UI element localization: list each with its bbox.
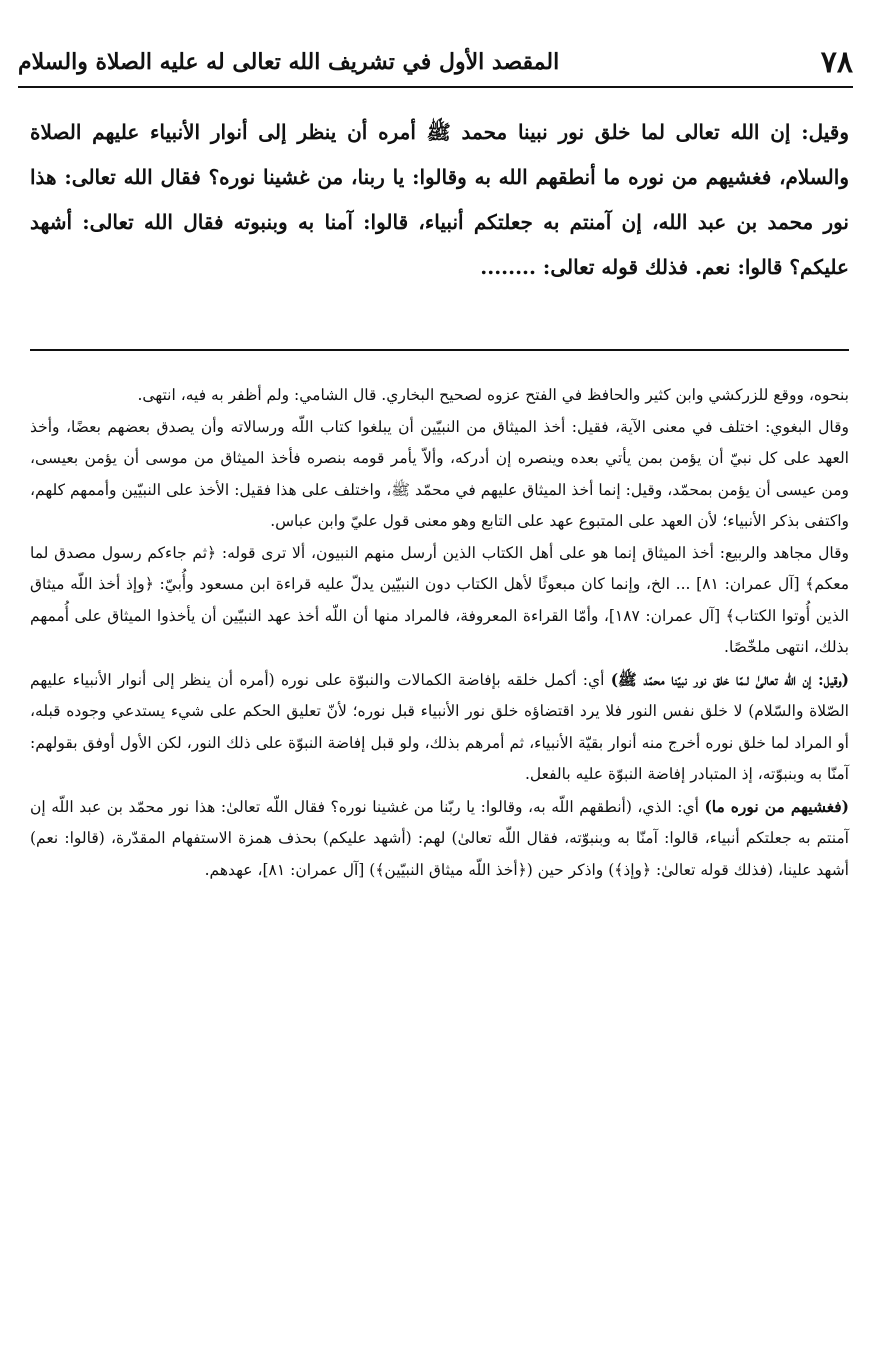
commentary-paragraph-4 — [30, 664, 849, 791]
commentary-paragraph-3 — [30, 538, 849, 664]
commentary-text: وقال البغوي: اختلف في معنى الآية، فقيل: أخذ الميثاق من النبيّين أن يبلغوا كتاب اللّه ورسالاته وأن يصدق بعضهم بعضًا، وأخذ العهد على كل نبيّ أن يؤمن بمن يأتي بعده وينصره إن أدركه، وألاّ يأمر قومه بنصره فأخذ الميثاق من موسى أن يؤمن بعيسى، ومن عيسى أن يؤمن بمحمّد، وقيل: إنما أخذ الميثاق عليهم في محمّد ﷺ، واختلف على هذا فقيل: الأخذ على النبيّين وأممهم كلهم، واكتفى بذكر الأنبياء؛ لأن العهد على المتبوع عهد على التابع وهو معنى قول عليّ وابن عباس. — [30, 417, 849, 530]
running-title: المقصد الأول في تشريف الله تعالى له عليه الصلاة والسلام — [18, 49, 560, 75]
main-text-block — [30, 110, 849, 290]
quoted-matn: (فغشيهم من نوره ما) — [704, 796, 849, 816]
commentary-paragraph-2 — [30, 412, 849, 538]
commentary-paragraph-1 — [30, 380, 849, 412]
commentary-text: أي: الذي، (أنطقهم اللّه به، وقالوا: يا ربّنا من غشينا نوره؟ فقال اللّه تعالىٰ: هذا نور محمّد بن عبد اللّه إن آمنتم به جعلتكم أنبياء، قالوا: آمنّا به وبنبوّته، فقال اللّه تعالىٰ) لهم: (أشهد عليكم) بحذف همزة الاستفهام المقدّرة، (قالوا: نعم) أشهد علينا، (فذلك قوله تعالىٰ: ﴿وإذ﴾) واذكر حين (﴿أخذ اللّه ميثاق النبيّين﴾) [آل عمران: ٨١]، عهدهم. — [30, 797, 849, 879]
main-text-paragraph: وقيل: إن الله تعالى لما خلق نور نبينا محمد ﷺ أمره أن ينظر إلى أنوار الأنبياء عليهم الصلاة والسلام، فغشيهم من نوره ما أنطقهم الله به وقالوا: يا ربنا، من غشينا نوره؟ فقال الله تعالى: هذا نور محمد بن عبد الله، إن آمنتم به جعلتكم أنبياء، قالوا: آمنا به وبنبوته فقال الله تعالى: أشهد عليكم؟ قالوا: نعم. فذلك قوله تعالى: ........ — [30, 120, 849, 279]
commentary-text: أي: أكمل خلقه بإفاضة الكمالات والنبوّة على نوره (أمره أن ينظر إلى أنوار الأنبياء عليهم الصّلاة والسّلام) لا خلق نفس النور فلا يرد اقتضاؤه خلق نور الأنبياء قبل نوره؛ لأنّ تعليق الحكم على شيء يستدعي وجوده قبله، أو المراد لما خلق نوره أخرج منه أنوار بقيّة الأنبياء، ثم أمرهم بذلك، ولو قبل إفاضة النبوّة على ذلك النور، لكن الأول أوفق بقولهم: آمنّا به وبنبوّته، إذ المتبادر إفاضة النبوّة عليه بالفعل. — [30, 670, 849, 783]
page-number: ٧٨ — [820, 44, 853, 80]
commentary-block — [30, 380, 849, 886]
commentary-text: بنحوه، ووقع للزركشي وابن كثير والحافظ في الفتح عزوه لصحيح البخاري. قال الشامي: ولم أظفر به فيه، انتهى. — [137, 386, 849, 404]
page-header — [18, 38, 853, 88]
commentary-text: وقال مجاهد والربيع: أخذ الميثاق إنما هو على أهل الكتاب الذين أرسل منهم النبيون، ألا ترى قوله: ﴿ثم جاءكم رسول مصدق لما معكم﴾ [آل عمران: ٨١] ... الخ، وإنما كان مبعوثًا لأهل الكتاب دون النبيّين يدلّ عليه قراءة ابن مسعود وأُبيّ: ﴿وإذ أخذ اللّه ميثاق الذين أُوتوا الكتاب﴾ [آل عمران: ١٨٧]، وأمّا القراءة المعروفة، فالمراد منها أن اللّه أخذ عهد النبيّين أن يأخذوا الميثاق على أُممهم بذلك، انتهى ملخّصًا. — [30, 543, 850, 656]
section-divider — [30, 349, 849, 351]
quoted-matn: (وقيل: إن اللّه تعالىٰ لـمّا خلق نور نبيّنا محمّد ﷺ) — [610, 669, 849, 689]
commentary-paragraph-5 — [30, 791, 849, 887]
